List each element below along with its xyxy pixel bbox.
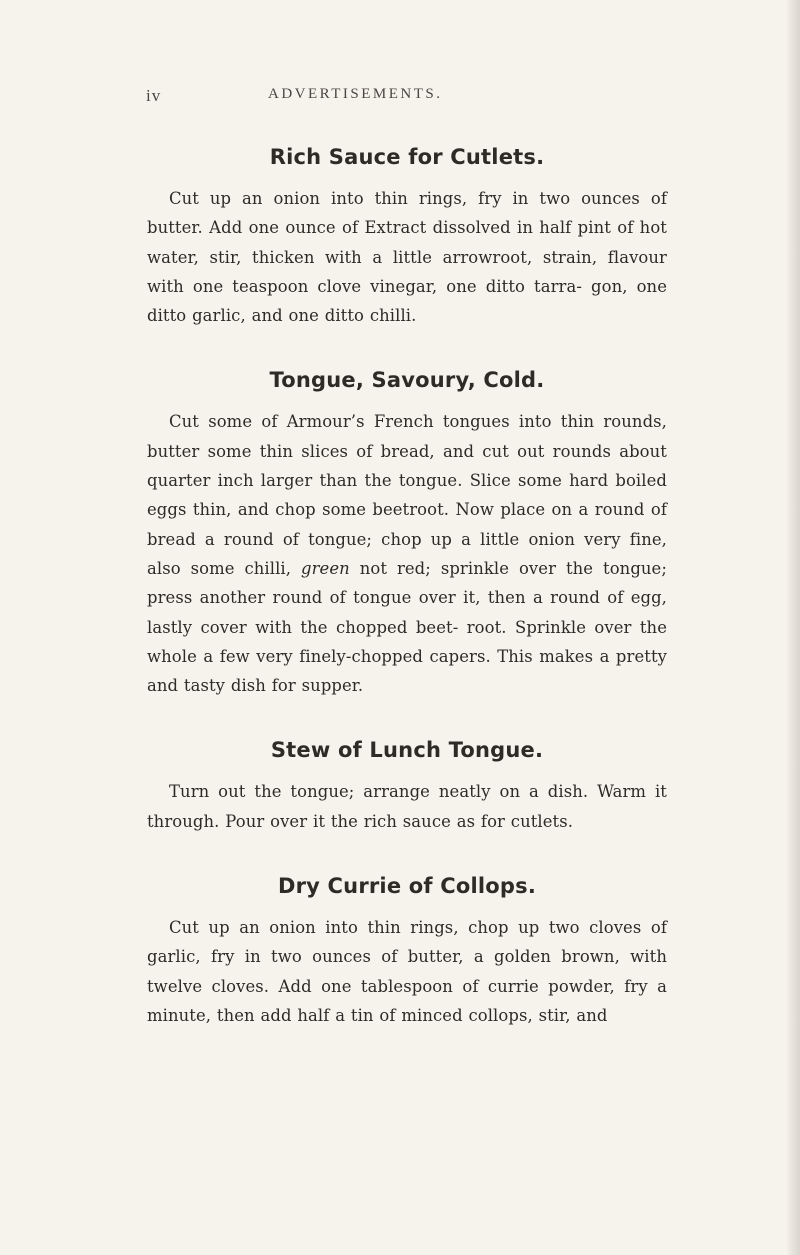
recipe-rich-sauce [147,140,667,330]
recipe-body [147,407,667,700]
recipe-text: Cut up an onion into thin rings, fry in two ounces of butter. Add one ounce of Extract dissolved in half pint of hot water, stir, thicken with a little arrowroot, strain, flavour with one teaspoon clove vinegar, one ditto tarra- gon, one ditto garlic, and one ditto chilli. [147,189,667,326]
recipe-stew-lunch-tongue [147,733,667,836]
recipe-tongue-savoury-cold [147,363,667,700]
recipe-heading: Dry Currie of Collops. [277,874,537,899]
recipe-heading: Tongue, Savoury, Cold. [269,368,545,393]
recipe-text: Cut some of Armour’s French tongues into thin rounds, butter some thin slices of bread, and cut out rounds about quarter inch larger than the tongue. Slice some hard boiled eggs thin, and chop some beetroot. Now place on a round of bread a round of tongue; chop up a little onion very fine, also some chilli, [147,412,667,578]
emphasis-text: green [301,558,350,578]
recipe-text: Turn out the tongue; arrange neatly on a dish. Warm it through. Pour over it the rich sauce as for cutlets. [147,782,667,831]
recipe-body [147,777,667,836]
running-head [0,86,800,110]
recipe-body [147,184,667,330]
recipe-body [147,913,667,1030]
recipe-text: not red; sprinkle over the tongue; press another round of tongue over it, then a round of egg, lastly cover with the chopped beet- root. Sprinkle over the whole a few very finely-chopped capers. This makes a pretty and tasty dish for supper. [147,558,667,696]
recipe-heading: Stew of Lunch Tongue. [270,738,544,763]
recipe-text: Cut up an onion into thin rings, chop up two cloves of garlic, fry in two ounces of butter, a golden brown, with twelve cloves. Add one tablespoon of currie powder, fry a minute, then add half a tin of minced collops, stir, and [147,918,667,1025]
recipe-dry-currie-collops [147,869,667,1030]
page-number: iv [146,86,162,105]
recipe-column [147,140,667,1030]
recipe-heading: Rich Sauce for Cutlets. [269,145,545,169]
running-head-title: ADVERTISEMENTS. [268,86,443,102]
page-edge-shadow [786,0,800,1255]
